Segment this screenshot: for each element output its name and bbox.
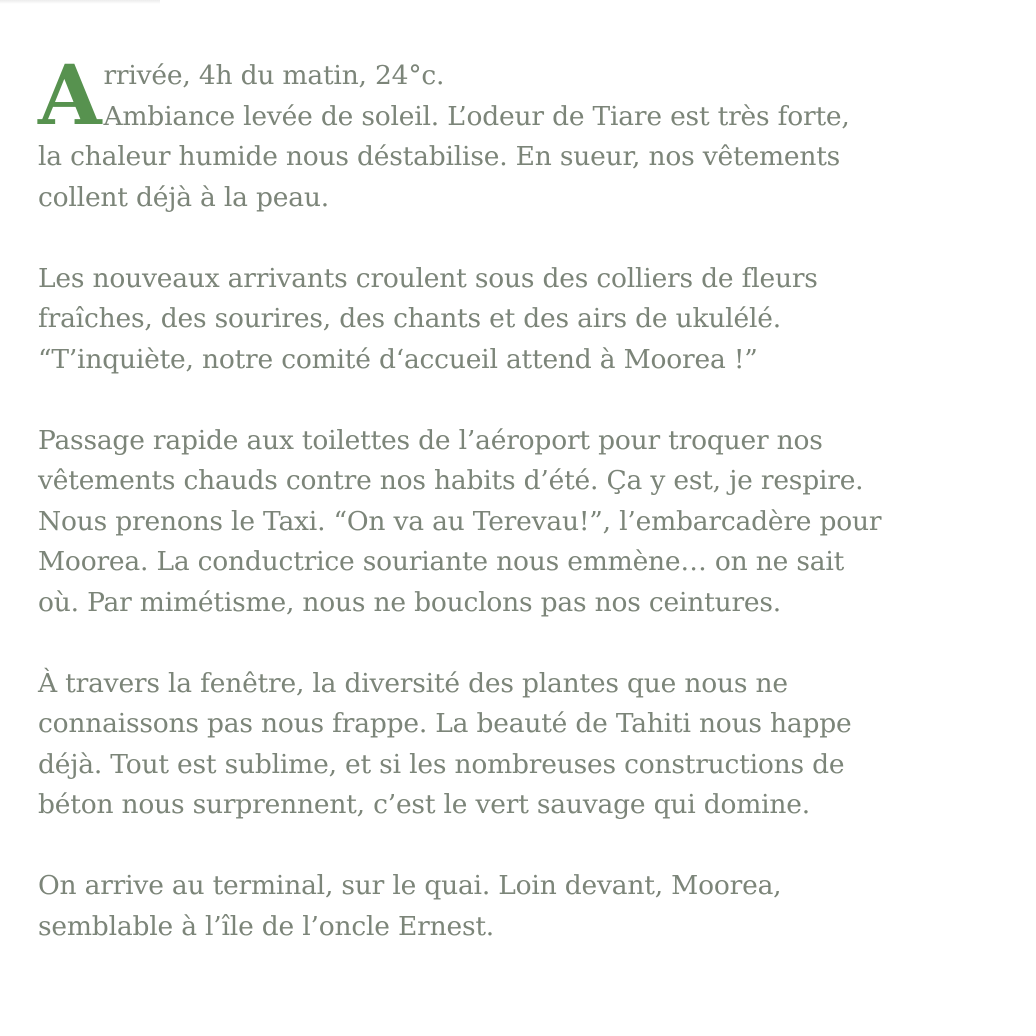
top-edge-shadow xyxy=(0,0,160,4)
drop-cap-letter: A xyxy=(38,48,102,144)
paragraph-line: rrivée, 4h du matin, 24°c. xyxy=(103,60,445,91)
paragraph-line: semblable à l’île de l’oncle Ernest. xyxy=(38,910,495,942)
paragraph-line: Passage rapide aux toilettes de l’aéroport pour troquer nos xyxy=(38,424,823,456)
paragraph-welcome xyxy=(38,259,1028,381)
paragraph-taxi xyxy=(38,421,1028,624)
paragraph-line: collent déjà à la peau. xyxy=(38,181,329,213)
paragraph-terminal xyxy=(38,866,1028,947)
paragraph-arrival xyxy=(38,48,1028,218)
paragraph-line: où. Par mimétisme, nous ne bouclons pas nos ceintures. xyxy=(38,586,782,618)
paragraph-line: Ambiance levée de soleil. L’odeur de Tiare est très forte, xyxy=(103,100,850,132)
paragraph-line: béton nous surprennent, c’est le vert sauvage qui domine. xyxy=(38,789,811,820)
paragraph-window-view xyxy=(38,664,1028,826)
paragraph-line: connaissons pas nous frappe. La beauté de Tahiti nous happe xyxy=(38,708,852,739)
paragraph-line: fraîches, des sourires, des chants et des airs de ukulélé. xyxy=(38,303,781,334)
paragraph-line: la chaleur humide nous déstabilise. En sueur, nos vêtements xyxy=(38,141,841,172)
paragraph-line: Moorea. La conductrice souriante nous emmène… on ne sait xyxy=(38,546,845,577)
article-body xyxy=(38,48,1028,988)
paragraph-line: On arrive au terminal, sur le quai. Loin devant, Moorea, xyxy=(38,870,782,901)
paragraph-line: Nous prenons le Taxi. “On va au Terevau!”, l’embarcadère pour xyxy=(38,505,882,537)
paragraph-line: “T’inquiète, notre comité d‘accueil attend à Moorea !” xyxy=(38,343,758,375)
paragraph-line: déjà. Tout est sublime, et si les nombreuses constructions de xyxy=(38,748,845,780)
paragraph-line: À travers la fenêtre, la diversité des plantes que nous ne xyxy=(38,667,788,699)
paragraph-line: vêtements chauds contre nos habits d’été. Ça y est, je respire. xyxy=(38,465,864,496)
paragraph-line: Les nouveaux arrivants croulent sous des colliers de fleurs xyxy=(38,262,818,294)
